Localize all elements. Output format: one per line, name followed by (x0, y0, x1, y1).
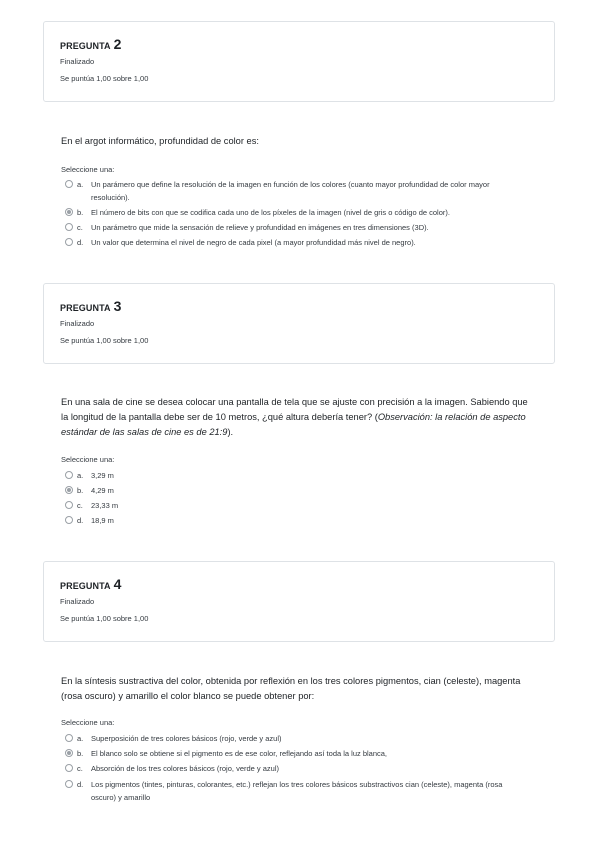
answer-option[interactable]: a. 3,29 m (65, 469, 525, 482)
question-number: 2 (113, 36, 122, 52)
answer-option[interactable]: a. Superposición de tres colores básicos (rojo, verde y azul) (65, 732, 525, 745)
radio-button[interactable] (65, 780, 73, 788)
radio-button[interactable] (65, 734, 73, 742)
answer-option[interactable]: b. 4,29 m (65, 484, 525, 497)
question-title: PREGUNTA 4 (60, 576, 122, 592)
question-grade: Se puntúa 1,00 sobre 1,00 (60, 614, 149, 623)
select-prompt: Seleccione una: (61, 165, 115, 174)
radio-button-selected[interactable] (65, 208, 73, 216)
question-title: PREGUNTA 3 (60, 298, 122, 314)
question-grade: Se puntúa 1,00 sobre 1,00 (60, 74, 149, 83)
question-number: 4 (113, 576, 122, 592)
question-title: PREGUNTA 2 (60, 36, 122, 52)
answer-option[interactable]: c. Absorción de los tres colores básicos (rojo, verde y azul) (65, 762, 525, 775)
answer-option[interactable]: b. El número de bits con que se codifica cada uno de los píxeles de la imagen (nivel de gris o código de color). (65, 206, 525, 219)
answer-option[interactable]: c. 23,33 m (65, 499, 525, 512)
observation-note: Observación: la relación de aspecto estándar de las salas de cine es de 21:9 (61, 412, 526, 437)
answer-option[interactable]: c. Un parámetro que mide la sensación de relieve y profundidad en imágenes en tres dimensiones (3D). (65, 221, 525, 234)
radio-button[interactable] (65, 471, 73, 479)
select-prompt: Seleccione una: (61, 455, 115, 464)
question-state: Finalizado (60, 597, 95, 606)
answer-option[interactable]: a. Un parámero que define la resolución de la imagen en función de los colores (cuanto mayor profundidad de color mayor resolución). (65, 178, 525, 204)
radio-button[interactable] (65, 516, 73, 524)
question-3-info (43, 283, 555, 364)
question-state: Finalizado (60, 57, 95, 66)
question-4-info (43, 561, 555, 642)
question-2-info (43, 21, 555, 102)
question-grade: Se puntúa 1,00 sobre 1,00 (60, 336, 149, 345)
answer-option[interactable]: d. Los pigmentos (tintes, pinturas, colorantes, etc.) reflejan los tres colores básicos substractivos cian (celeste), magenta (rosa oscuro) y amarillo (65, 778, 525, 804)
answer-option[interactable]: b. El blanco solo se obtiene si el pigmento es de ese color, reflejando así toda la luz blanca, (65, 747, 525, 760)
radio-button[interactable] (65, 764, 73, 772)
radio-button-selected[interactable] (65, 749, 73, 757)
answer-option[interactable]: d. Un valor que determina el nivel de negro de cada pixel (a mayor profundidad más nivel de negro). (65, 236, 525, 249)
question-number: 3 (113, 298, 122, 314)
question-4-text: En la síntesis sustractiva del color, obtenida por reflexión en los tres colores pigmentos, cian (celeste), magenta (rosa oscuro) y amarillo el color blanco se puede obtener por: (61, 676, 521, 701)
question-state: Finalizado (60, 319, 95, 328)
radio-button[interactable] (65, 238, 73, 246)
radio-button[interactable] (65, 501, 73, 509)
question-2-text: En el argot informático, profundidad de color es: (61, 136, 259, 146)
select-prompt: Seleccione una: (61, 718, 115, 727)
radio-button[interactable] (65, 223, 73, 231)
radio-button[interactable] (65, 180, 73, 188)
radio-button-selected[interactable] (65, 486, 73, 494)
question-3-text: En una sala de cine se desea colocar una pantalla de tela que se ajuste con precisión a la imagen. Sabiendo que la longitud de la pantalla debe ser de 10 metros, ¿qué altura debería tener? (Observación: la relación de aspecto estándar de las salas de cine es de 21:9). (61, 397, 528, 437)
answer-option[interactable]: d. 18,9 m (65, 514, 525, 527)
